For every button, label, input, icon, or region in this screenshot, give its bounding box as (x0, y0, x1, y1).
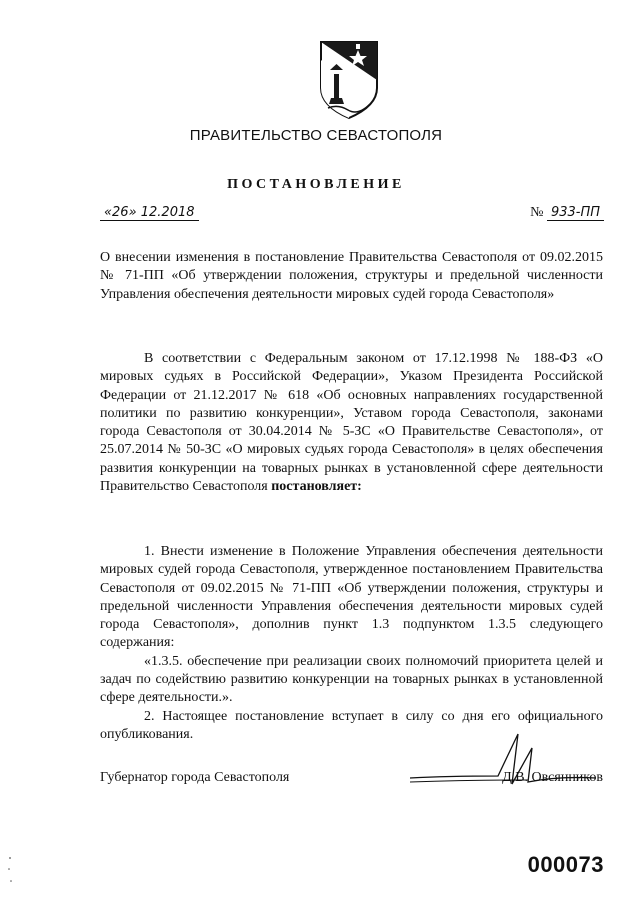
scan-artifact (7, 855, 13, 885)
number-prefix: № (530, 205, 544, 220)
organization-title: ПРАВИТЕЛЬСТВО СЕВАСТОПОЛЯ (189, 127, 443, 144)
signature-block (100, 770, 603, 792)
serial-number: 000073 (527, 852, 604, 877)
date-field: «26» 12.2018 (100, 205, 199, 221)
document-date (100, 205, 199, 221)
document-type-heading: ПОСТАНОВЛЕНИЕ (227, 177, 405, 192)
signer-title: Губернатор города Севастополя (100, 770, 290, 785)
document-number (530, 205, 604, 221)
point-1-quote: «1.3.5. обеспечение при реализации своих полномочий приоритета целей и задач по содействию развитию конкуренции на товарных рынках в установленной сфере деятельности.». (100, 653, 603, 706)
signer-name: Д.В. Овсянников (502, 770, 603, 785)
point-1: 1. Внести изменение в Положение Управления обеспечения деятельности мировых судей города Севастополя, утвержденное постановлением Правительства Севастополя от 09.02.2015 № 71-ПП «Об утверждении положения, структуры и предельной численности Управления обеспечения деятельности мировых судей города Севастополя», дополнив пункт 1.3 подпунктом 1.3.5 следующего содержания: (100, 544, 603, 651)
points-section (100, 543, 603, 744)
point-2: 2. Настоящее постановление вступает в силу со дня его официального опубликования. (100, 708, 603, 742)
number-value: 933-ПП (547, 205, 604, 221)
decree-word: постановляет: (271, 479, 362, 495)
preamble-text: В соответствии с Федеральным законом от 17.12.1998 № 188-ФЗ «О мировых судьях в Российской Федерации», Указом Президента Российской Федерации от 21.12.2017 № 618 «Об основных направлениях государственной политики по развитию конкуренции», Уставом города Севастополя, законами города Севастополя от 30.04.2014 № 5-ЗС «О Правительстве Севастополя», от 25.07.2014 № 50-ЗС «О мировых судьях города Севастополя» в целях обеспечения развития конкуренции на товарных рынках в установленной сфере деятельности Правительство Севастополя (100, 351, 603, 495)
preamble-paragraph (100, 350, 603, 496)
document-subject: О внесении изменения в постановление Правительства Севастополя от 09.02.2015 № 71-ПП «Об утверждении положения, структуры и предельной численности Управления обеспечения деятельности мировых судей города Севастополя» (100, 250, 603, 302)
coat-of-arms-icon (318, 40, 380, 120)
